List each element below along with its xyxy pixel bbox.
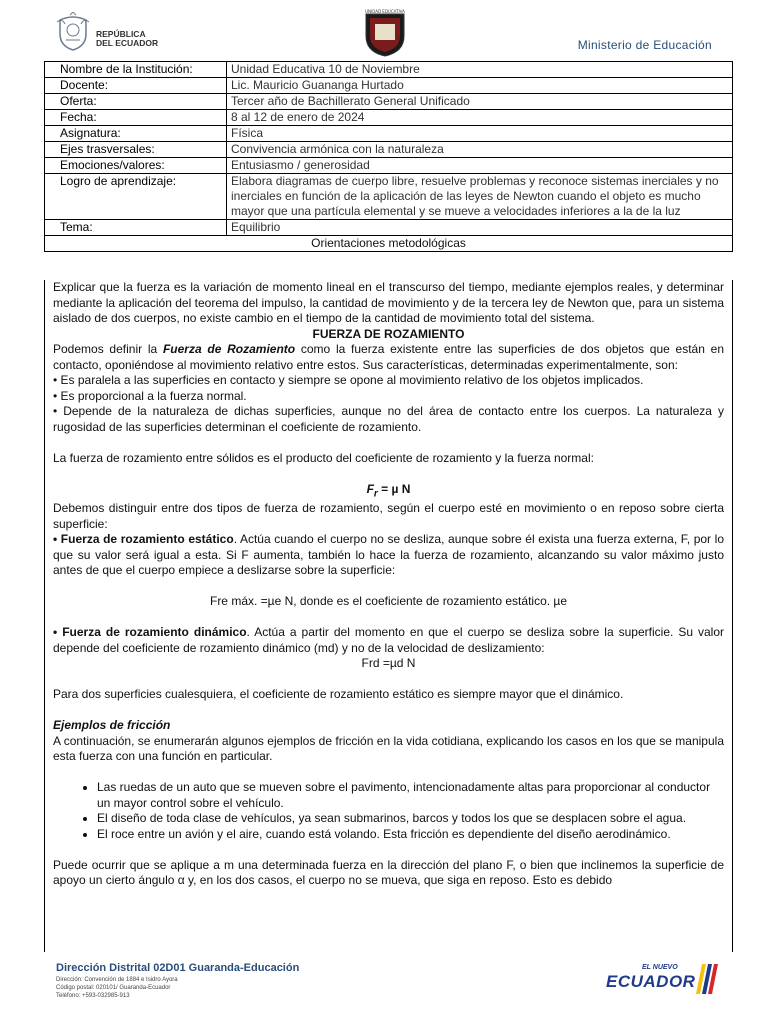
logo-main-text: ECUADOR xyxy=(606,972,696,991)
row-label: Ejes trasversales: xyxy=(45,142,227,158)
section-heading-row xyxy=(45,236,733,252)
definition-post: como la fuerza existente entre las superficies de dos objetos que están en contacto, oponiéndose al movimiento relativo entre estos. Sus características, determinadas experimentalmente, son: xyxy=(53,342,724,372)
static-formula: Fre máx. =µe N, donde es el coeficiente de rozamiento estático. µe xyxy=(209,594,567,609)
list-item: • El diseño de toda clase de vehículos, ya sean submarinos, barcos y todos los que se desplacen sobre el agua. xyxy=(97,811,724,827)
table-row xyxy=(45,142,733,158)
row-value: Convivencia armónica con la naturaleza xyxy=(227,142,733,158)
ministry-label: Ministerio de Educación xyxy=(577,38,712,52)
row-label: Oferta: xyxy=(45,94,227,110)
examples-list xyxy=(53,780,724,842)
table-row xyxy=(45,62,733,78)
table-row xyxy=(45,158,733,174)
definition-paragraph xyxy=(53,342,724,373)
page-footer xyxy=(0,956,768,1024)
list-item: • El roce entre un avión y el aire, cuando está volando. Esta fricción es dependiente del diseño aerodinámico. xyxy=(97,827,724,843)
row-label: Asignatura: xyxy=(45,126,227,142)
ecuador-logo xyxy=(606,964,716,998)
school-seal-icon xyxy=(362,8,408,58)
row-label: Emociones/valores: xyxy=(45,158,227,174)
row-value: 8 al 12 de enero de 2024 xyxy=(227,110,733,126)
republic-label xyxy=(96,30,158,48)
compare-paragraph: Para dos superficies cualesquiera, el coeficiente de rozamiento estático es siempre mayor que el dinámico. xyxy=(53,687,624,702)
intro-paragraph: Explicar que la fuerza es la variación de momento lineal en el transcurso del tiempo, mediante ejemplos reales, y determinar mediante la aplicación del teorema del impulso, la cantidad de movimiento y de la tercera ley de Newton que, para un sistema aislado de dos cuerpos, no existe cambio en el tiempo de la cantidad de movimiento total del sistema. xyxy=(53,280,724,325)
seal-text: UNIDAD EDUCATIVA xyxy=(365,9,405,14)
friction-formula xyxy=(53,482,724,502)
republic-line-2: DEL ECUADOR xyxy=(96,38,159,48)
list-item: • Las ruedas de un auto que se mueven sobre el pavimento, intencionadamente altas para proporcionar al conductor un mayor control sobre el vehículo. xyxy=(97,780,724,811)
dynamic-term: • Fuerza de rozamiento dinámico xyxy=(53,625,247,640)
footer-title: Dirección Distrital 02D01 Guaranda-Educación xyxy=(56,962,300,974)
row-value: Unidad Educativa 10 de Noviembre xyxy=(227,62,733,78)
footer-phone: Teléfono: +593-032985-913 xyxy=(56,993,130,999)
dynamic-text: . Actúa a partir del momento en que el cuerpo se desliza sobre la superficie. Su valor depende del coeficiente de rozamiento dinámico (md) y no de la velocidad de deslizamiento: xyxy=(53,625,724,655)
republic-line-1: REPÚBLICA xyxy=(96,29,146,39)
examples-intro: A continuación, se enumerarán algunos ejemplos de fricción en la vida cotidiana, explicando los casos en los que se manipula esta fuerza con una función en particular. xyxy=(53,733,724,764)
table-row xyxy=(45,94,733,110)
row-value: Equilibrio xyxy=(227,220,733,236)
row-label: Tema: xyxy=(45,220,227,236)
page-header xyxy=(0,0,768,60)
table-row xyxy=(45,220,733,236)
formula-rest: = µ N xyxy=(377,481,411,496)
product-paragraph: La fuerza de rozamiento entre sólidos es el producto del coeficiente de rozamiento y la fuerza normal: xyxy=(53,450,594,465)
flag-stripes-icon xyxy=(696,964,718,994)
examples-title-text: Ejemplos de fricción xyxy=(53,718,171,733)
characteristic-item: • Depende de la naturaleza de dichas superficies, aunque no del área de contacto entre los cuerpos. La naturaleza y rugosidad de las superficies determinan el coeficiente de rozamiento. xyxy=(53,404,724,434)
dynamic-paragraph xyxy=(53,625,724,656)
formula-sub: r xyxy=(373,487,378,499)
definition-pre: Podemos definir la xyxy=(53,342,163,356)
row-value: Elabora diagramas de cuerpo libre, resuelve problemas y reconoce sistemas inerciales y no inerciales en función de la aplicación de las leyes de Newton cuando el objeto es mucho mayor que una partícula elemental y se mueve a velocidades inferiores a la de la luz xyxy=(227,174,733,220)
row-label: Nombre de la Institución: xyxy=(45,62,227,78)
footer-address: Dirección: Convención de 1884 e Isidro Ayora xyxy=(56,977,178,983)
formula-f: F xyxy=(366,481,374,496)
row-label: Logro de aprendizaje: xyxy=(45,174,227,220)
static-term: • Fuerza de rozamiento estático xyxy=(53,532,234,547)
coat-of-arms-icon xyxy=(56,12,90,52)
row-value: Tercer año de Bachillerato General Unificado xyxy=(227,94,733,110)
table-row xyxy=(45,174,733,220)
static-paragraph xyxy=(53,532,724,579)
content-body xyxy=(44,280,733,952)
footer-postal: Código postal: 020101/ Guaranda-Ecuador xyxy=(56,985,171,991)
characteristic-item: • Es paralela a las superficies en contacto y siempre se opone al movimiento relativo de los objetos implicados. xyxy=(53,373,644,387)
row-label: Docente: xyxy=(45,78,227,94)
distinguish-paragraph: Debemos distinguir entre dos tipos de fuerza de rozamiento, según el cuerpo esté en movimiento o en reposo sobre cierta superficie: xyxy=(53,501,724,531)
definition-term: Fuerza de Rozamiento xyxy=(162,342,296,356)
static-text: . Actúa cuando el cuerpo no se desliza, aunque sobre él exista una fuerza externa, F, por lo que su valor será igual a esta. Si F aumenta, también lo hace la fuerza de rozamiento, alcanzando su valor máximo justo antes de que el cuerpo empiece a deslizarse sobre la superficie: xyxy=(53,532,724,578)
dynamic-formula: Frd =µd N xyxy=(361,656,416,671)
section-heading: Orientaciones metodológicas xyxy=(45,236,733,252)
info-table xyxy=(44,61,733,252)
section-title: FUERZA DE ROZAMIENTO xyxy=(312,326,465,341)
row-label: Fecha: xyxy=(45,110,227,126)
characteristic-item: • Es proporcional a la fuerza normal. xyxy=(53,388,247,403)
logo-top-text: EL NUEVO xyxy=(642,964,678,971)
row-value: Física xyxy=(227,126,733,142)
examples-title xyxy=(53,718,724,734)
table-row xyxy=(45,126,733,142)
row-value: Entusiasmo / generosidad xyxy=(227,158,733,174)
table-row xyxy=(45,78,733,94)
row-value: Lic. Mauricio Guananga Hurtado xyxy=(227,78,733,94)
closing-paragraph: Puede ocurrir que se aplique a m una determinada fuerza en la dirección del plano F, o bien que inclinemos la superficie de apoyo un cierto ángulo α y, en los dos casos, el cuerpo no se mueva, que siga en reposo. Esto es debido xyxy=(53,857,724,888)
table-row xyxy=(45,110,733,126)
